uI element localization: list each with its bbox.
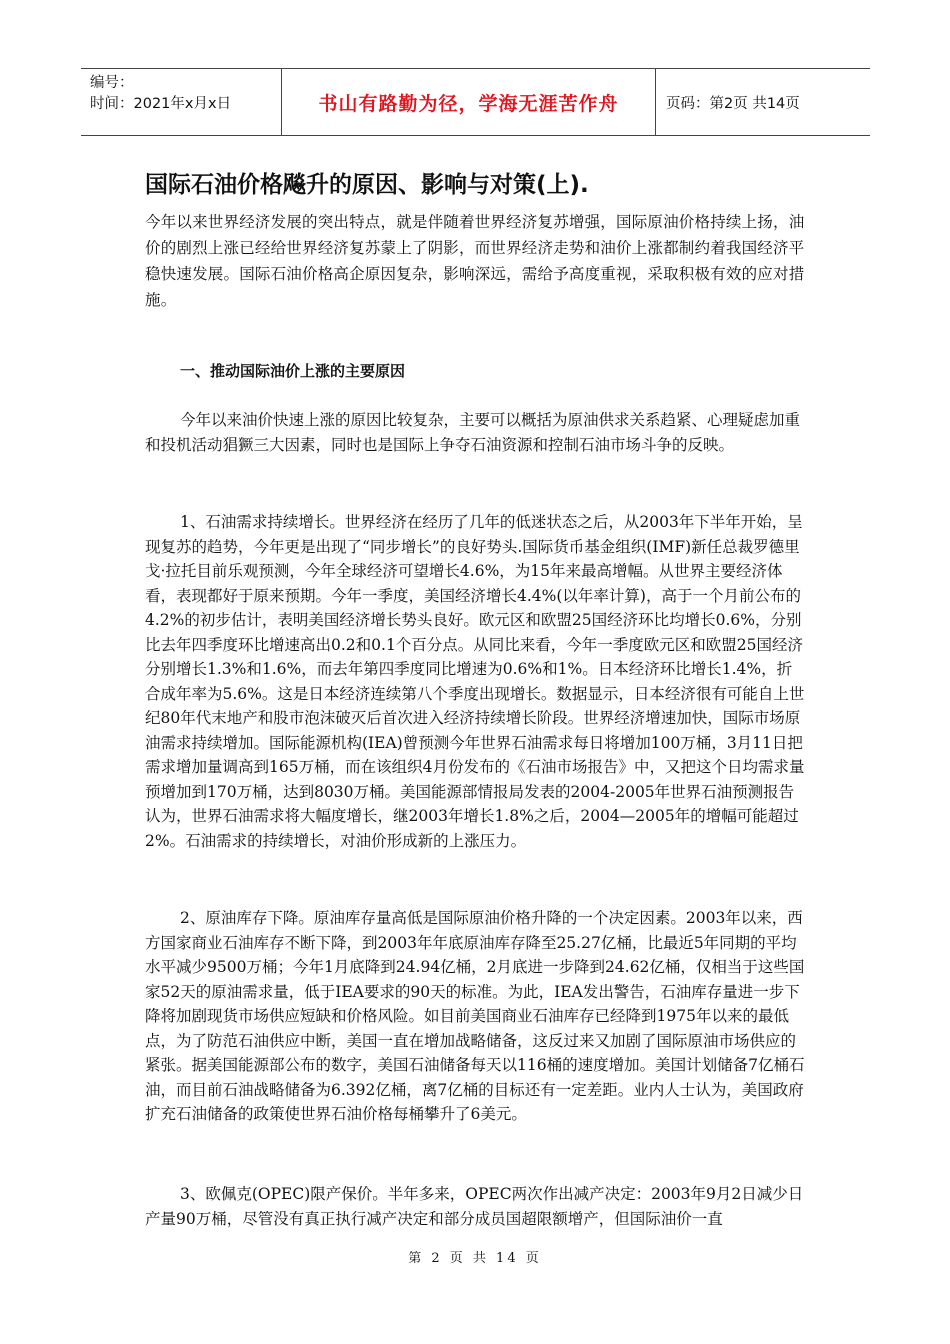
header-table [81, 68, 870, 136]
header-meta-cell [81, 69, 282, 135]
header-motto-cell [282, 69, 656, 135]
body-paragraph: 今年以来油价快速上涨的原因比较复杂，主要可以概括为原油供求关系趋紧、心理疑虑加重和投机活动猖獗三大因素，同时也是国际上争夺石油资源和控制石油市场斗争的反映。 [145, 411, 801, 454]
document-time-label: 时间：2021年x月x日 [90, 96, 232, 112]
header-page-cell [656, 69, 870, 135]
section-heading: 一、推动国际油价上涨的主要原因 [180, 362, 406, 380]
body-paragraph: 2、原油库存下降。原油库存量高低是国际原油价格升降的一个决定因素。2003年以来，西方国家商业石油库存不断下降，到2003年年底原油库存降至25.27亿桶，比最近5年同期的平均水平减少9500万桶；今年1月底降到24.94亿桶，2月底进一步降到24.62亿桶，仅相当于这些国家52天的原油需求量，低于IEA要求的90天的标准。为此，IEA发出警告，石油库存量进一步下降将加剧现货市场供应短缺和价格风险。如目前美国商业石油库存已经降到1975年以来的最低点，为了防范石油供应中断，美国一直在增加战略储备，这反过来又加剧了国际原油市场供应的紧张。据美国能源部公布的数字，美国石油储备每天以116桶的速度增加。美国计划储备7亿桶石油，而目前石油战略储备为6.392亿桶，离7亿桶的目标还有一定差距。业内人士认为，美国政府扩充石油储备的政策使世界石油价格每桶攀升了6美元。 [145, 909, 805, 1123]
body-paragraph: 3、欧佩克(OPEC)限产保价。半年多来，OPEC两次作出减产决定：2003年9月2日减少日产量90万桶，尽管没有真正执行减产决定和部分成员国超限额增产，但国际油价一直 [145, 1185, 804, 1228]
header-page-info: 页码：第2页 共14页 [666, 95, 800, 112]
header-motto: 书山有路勤为径，学海无涯苦作舟 [318, 92, 619, 115]
intro-paragraph: 今年以来世界经济发展的突出特点，就是伴随着世界经济复苏增强，国际原油价格持续上扬，油价的剧烈上涨已经给世界经济复苏蒙上了阴影，而世界经济走势和油价上涨都制约着我国经济平稳快速发展。国际石油价格高企原因复杂，影响深远，需给予高度重视，采取积极有效的应对措施。 [145, 213, 805, 309]
document-number-label: 编号： [90, 75, 134, 91]
document-title: 国际石油价格飚升的原因、影响与对策(上). [145, 172, 589, 198]
body-paragraph: 1、石油需求持续增长。世界经济在经历了几年的低迷状态之后，从2003年下半年开始，呈现复苏的趋势，今年更是出现了“同步增长”的良好势头.国际货币基金组织(IMF)新任总裁罗德里戈·拉托目前乐观预测，今年全球经济可望增长4.6%，为15年来最高增幅。从世界主要经济体看，表现都好于原来预期。今年一季度，美国经济增长4.4%(以年率计算)，高于一个月前公布的4.2%的初步估计，表明美国经济增长势头良好。欧元区和欧盟25国经济环比均增长0.6%，分别比去年四季度环比增速高出0.2和0.1个百分点。从同比来看，今年一季度欧元区和欧盟25国经济分别增长1.3%和1.6%，而去年第四季度同比增速为0.6%和1%。日本经济环比增长1.4%，折合成年率为5.6%。这是日本经济连续第八个季度出现增长。数据显示，日本经济很有可能自上世纪80年代末地产和股市泡沫破灭后首次进入经济持续增长阶段。世界经济增速加快，国际市场原油需求持续增加。国际能源机构(IEA)曾预测今年世界石油需求每日将增加100万桶，3月11日把需求增加量调高到165万桶，而在该组织4月份发布的《石油市场报告》中，又把这个日均需求量预增加到170万桶，达到8030万桶。美国能源部情报局发表的2004-2005年世界石油预测报告认为，世界石油需求将大幅度增长，继2003年增长1.8%之后，2004—2005年的增幅可能超过2%。石油需求的持续增长，对油价形成新的上涨压力。 [145, 513, 805, 850]
page-footer: 第 2 页 共 14 页 [408, 1251, 542, 1266]
